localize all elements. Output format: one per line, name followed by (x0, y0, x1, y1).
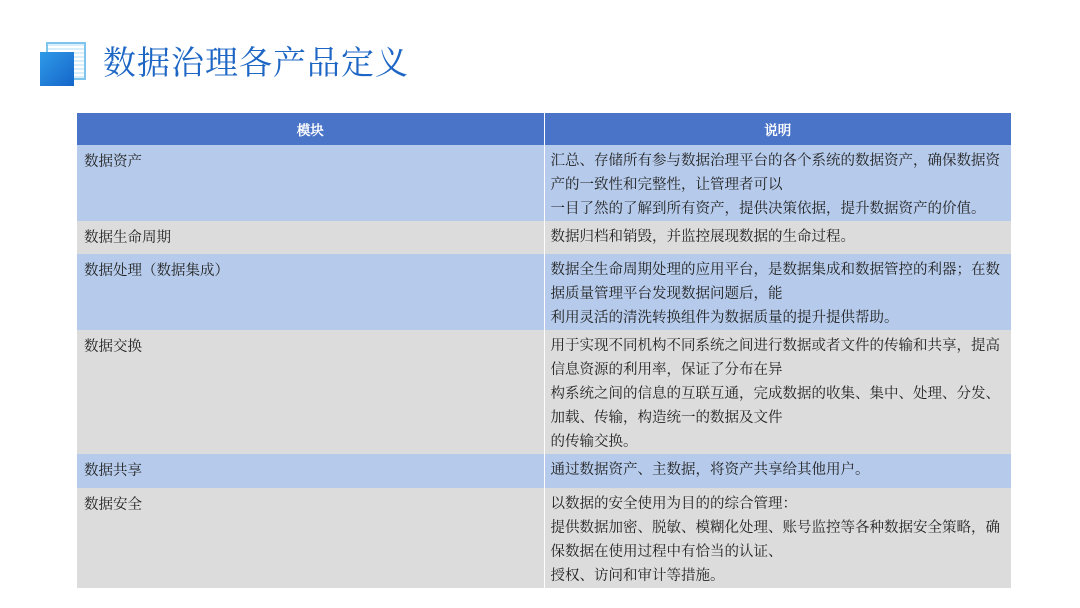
module-cell: 数据资产 (77, 145, 544, 221)
description-line: 汇总、存储所有参与数据治理平台的各个系统的数据资产，确保数据资产的一致性和完整性，让管理者可以 (550, 153, 1000, 193)
description-line: 的传输交换。 (550, 434, 638, 450)
table-header-row (77, 113, 1011, 145)
table-row (77, 254, 1011, 330)
description-line: 授权、访问和审计等措施。 (550, 568, 725, 584)
table-row (77, 145, 1011, 221)
module-cell: 数据交换 (77, 330, 544, 454)
header-module: 模块 (77, 113, 544, 145)
description-line: 用于实现不同机构不同系统之间进行数据或者文件的传输和共享，提高信息资源的利用率，保证了分布在异 (550, 338, 1000, 378)
description-line: 数据归档和销毁，并监控展现数据的生命过程。 (550, 229, 855, 245)
product-definition-table (77, 113, 1011, 588)
description-line: 数据全生命周期处理的应用平台，是数据集成和数据管控的利器；在数据质量管理平台发现数据问题后，能 (550, 262, 1000, 302)
description-cell (544, 488, 1011, 588)
table-row (77, 488, 1011, 588)
description-line: 构系统之间的信息的互联互通，完成数据的收集、集中、处理、分发、加载、传输，构造统一的数据及文件 (550, 386, 1000, 426)
description-line: 提供数据加密、脱敏、模糊化处理、账号监控等各种数据安全策略，确保数据在使用过程中有恰当的认证、 (550, 520, 1000, 560)
module-cell: 数据共享 (77, 454, 544, 488)
description-line: 利用灵活的清洗转换组件为数据质量的提升提供帮助。 (550, 310, 899, 326)
description-cell (544, 330, 1011, 454)
description-line: 一目了然的了解到所有资产，提供决策依据，提升数据资产的价值。 (550, 201, 986, 217)
table-row (77, 330, 1011, 454)
header-description: 说明 (544, 113, 1011, 145)
module-cell: 数据处理（数据集成） (77, 254, 544, 330)
description-cell (544, 145, 1011, 221)
description-line: 以数据的安全使用为目的的综合管理： (550, 496, 797, 512)
module-cell: 数据生命周期 (77, 221, 544, 254)
module-cell: 数据安全 (77, 488, 544, 588)
description-cell (544, 454, 1011, 488)
logo-front-square (40, 52, 74, 86)
table-row (77, 221, 1011, 254)
logo-icon (40, 42, 88, 88)
description-line: 通过数据资产、主数据，将资产共享给其他用户。 (550, 462, 870, 478)
table-row (77, 454, 1011, 488)
description-cell (544, 221, 1011, 254)
description-cell (544, 254, 1011, 330)
page-title: 数据治理各产品定义 (103, 43, 409, 82)
